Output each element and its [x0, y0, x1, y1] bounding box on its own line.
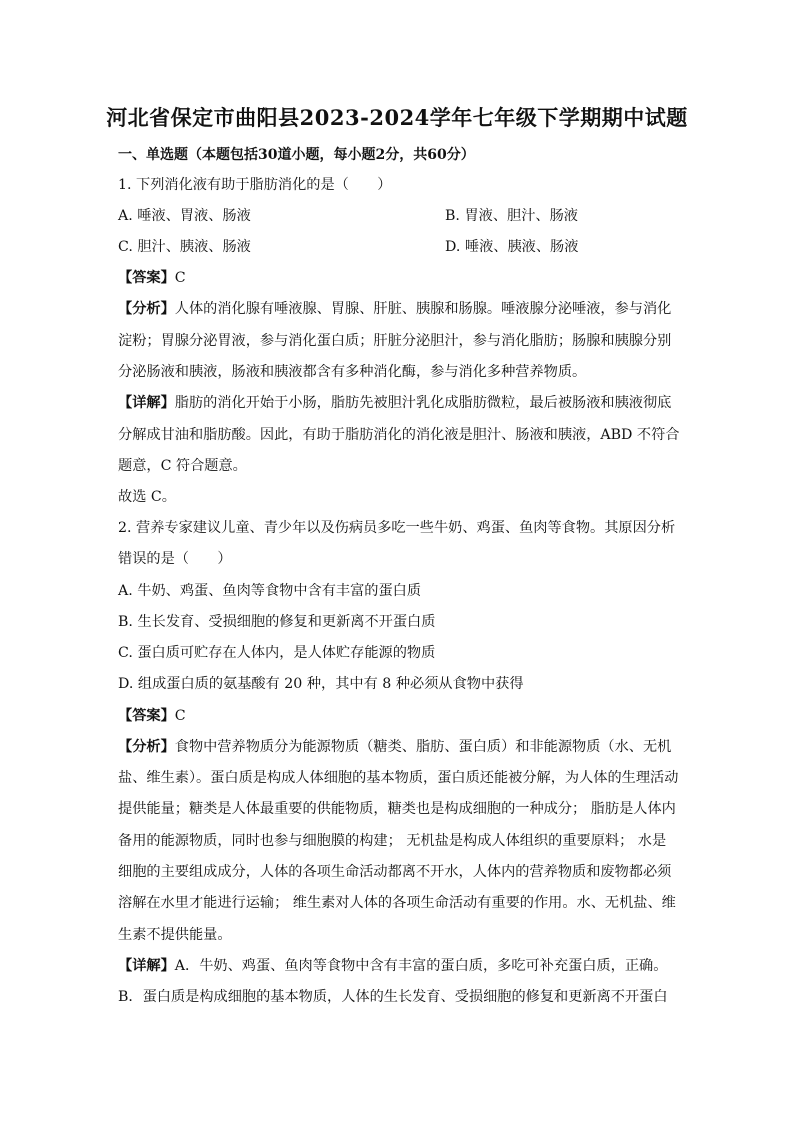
analysis-label: 【分析】: [118, 739, 175, 755]
q2-answer: [118, 709, 186, 723]
q1-analysis-line: 分泌肠液和胰液，肠液和胰液都含有多种消化酶，参与消化多种营养物质。: [118, 364, 587, 380]
detail-text: 脂肪的消化开始于小肠，脂肪先被胆汁乳化成脂肪微粒，最后被肠液和胰液彻底: [174, 395, 672, 411]
answer-label: 【答案】: [118, 708, 175, 724]
q2-stem-line: 错误的是（ ）: [118, 551, 232, 567]
q2-analysis-line: 溶解在水里才能进行运输； 维生素对人体的各项生命活动有重要的作用。水、无机盐、维: [118, 895, 676, 911]
q1-conclusion: 故选 C。: [118, 489, 176, 505]
q2-detail-line: B．蛋白质是构成细胞的基本物质，人体的生长发育、受损细胞的修复和更新离不开蛋白: [118, 989, 668, 1005]
document-title: 河北省保定市曲阳县2023-2024学年七年级下学期期中试题: [106, 105, 688, 130]
answer-value: C: [174, 708, 186, 724]
q1-detail-line: 分解成甘油和脂肪酸。因此，有助于脂肪消化的消化液是胆汁、肠液和胰液，ABD 不符合: [118, 427, 680, 443]
q1-option-a: A. 唾液、胃液、肠液: [118, 208, 251, 224]
q1-option-d: D. 唾液、胰液、肠液: [445, 239, 579, 255]
q1-option-c: C. 胆汁、胰液、肠液: [118, 239, 251, 255]
q2-analysis-line: 细胞的主要组成成分，人体的各项生命活动都离不开水，人体内的营养物质和废物都必须: [118, 864, 672, 880]
analysis-label: 【分析】: [118, 301, 175, 317]
q2-option-b: B. 生长发育、受损细胞的修复和更新离不开蛋白质: [118, 614, 436, 630]
detail-label: 【详解】: [118, 395, 175, 411]
q1-option-b: B. 胃液、胆汁、肠液: [445, 208, 578, 224]
q1-detail-line: [118, 396, 671, 410]
q2-analysis-line: 盐、维生素）。蛋白质是构成人体细胞的基本物质，蛋白质还能被分解，为人体的生理活动: [118, 770, 679, 786]
q2-analysis-line: [118, 740, 671, 754]
detail-label: 【详解】: [118, 958, 175, 974]
detail-text: A．牛奶、鸡蛋、鱼肉等食物中含有丰富的蛋白质，多吃可补充蛋白质，正确。: [174, 958, 668, 974]
q1-stem: 1. 下列消化液有助于脂肪消化的是（ ）: [118, 177, 392, 193]
q2-analysis-line: 备用的能源物质，同时也参与细胞膜的构建； 无机盐是构成人体组织的重要原料； 水是: [118, 833, 667, 849]
q1-answer: [118, 271, 186, 285]
q2-analysis-line: 提供能量；糖类是人体最重要的供能物质，糖类也是构成细胞的一种成分； 脂肪是人体内: [118, 801, 676, 817]
q2-analysis-line: 生素不提供能量。: [118, 927, 232, 943]
answer-value: C: [174, 270, 186, 286]
q2-option-a: A. 牛奶、鸡蛋、鱼肉等食物中含有丰富的蛋白质: [118, 583, 422, 599]
q1-analysis-line: [118, 302, 671, 316]
section-heading: 一、单选题（本题包括30道小题，每小题2分，共60分）: [118, 147, 475, 163]
q2-detail-line: [118, 959, 667, 973]
q1-detail-line: 题意，C 符合题意。: [118, 458, 247, 474]
q2-option-c: C. 蛋白质可贮存在人体内，是人体贮存能源的物质: [118, 645, 436, 661]
q1-analysis-line: 淀粉；胃腺分泌胃液，参与消化蛋白质；肝脏分泌胆汁，参与消化脂肪；肠腺和胰腺分别: [118, 333, 672, 349]
q2-stem-line: 2. 营养专家建议儿童、青少年以及伤病员多吃一些牛奶、鸡蛋、鱼肉等食物。其原因分析: [118, 520, 676, 536]
answer-label: 【答案】: [118, 270, 175, 286]
analysis-text: 食物中营养物质分为能源物质（糖类、脂肪、蛋白质）和非能源物质（水、无机: [174, 739, 672, 755]
analysis-text: 人体的消化腺有唾液腺、胃腺、肝脏、胰腺和肠腺。唾液腺分泌唾液，参与消化: [174, 301, 672, 317]
q2-option-d: D. 组成蛋白质的氨基酸有 20 种，其中有 8 种必须从食物中获得: [118, 676, 524, 692]
